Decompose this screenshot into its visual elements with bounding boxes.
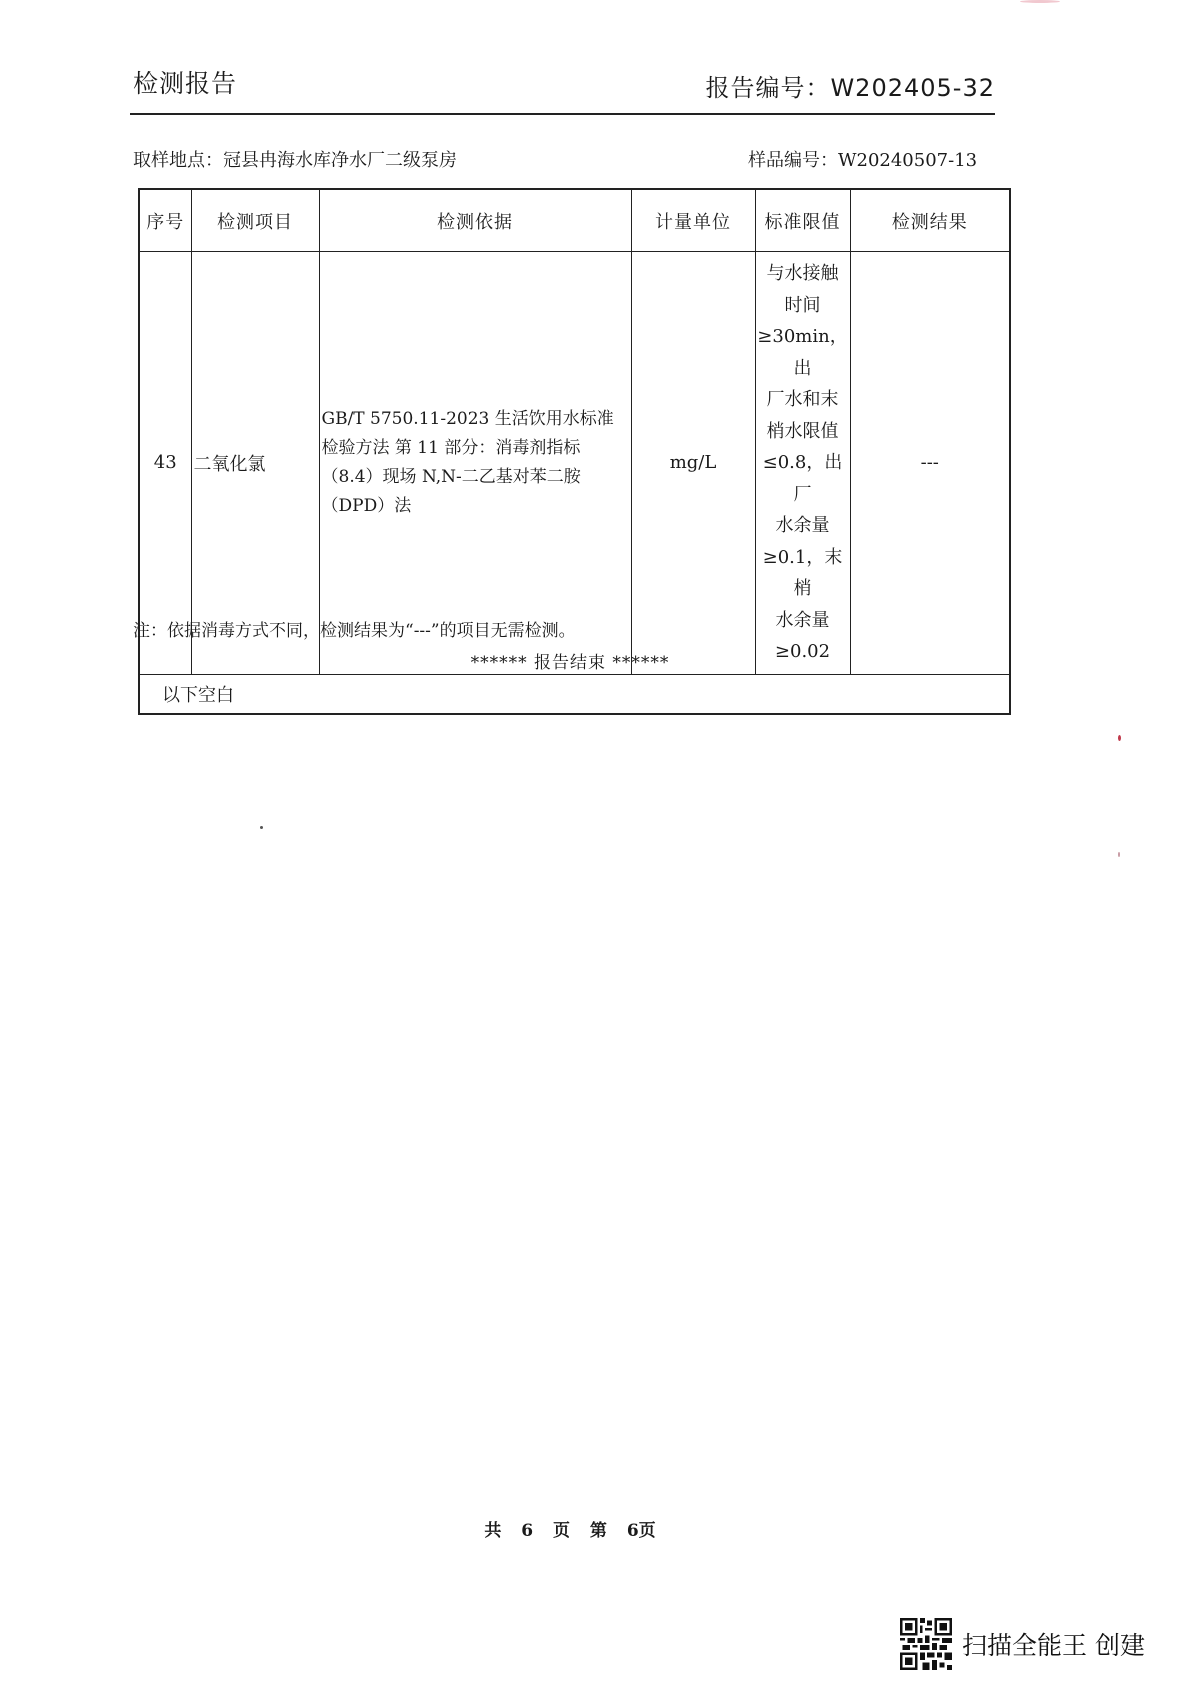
column-header-limit: 标准限值	[755, 189, 850, 252]
report-title: 检测报告	[133, 69, 238, 98]
limit-line: 厂水和末	[766, 389, 839, 410]
column-header-unit: 计量单位	[631, 189, 755, 252]
report-end-mark: ****** 报告结束 ******	[470, 653, 670, 673]
limit-line: ≥30min，出	[757, 326, 848, 379]
column-header-basis: 检测依据	[319, 189, 631, 252]
page-counter: 共 6 页 第 6页	[484, 1521, 656, 1541]
cell-basis: GB/T 5750.11-2023 生活饮用水标准检验方法 第 11 部分：消毒剂指标（8.4）现场 N,N-二乙基对苯二胺（DPD）法	[319, 252, 631, 675]
limit-line: ≤0.8，出厂	[762, 452, 843, 505]
table-row	[139, 252, 1010, 675]
limit-line: 水余量	[775, 609, 830, 631]
blank-note: 以下空白	[139, 674, 1010, 714]
scanner-watermark	[900, 1618, 1145, 1670]
table-header-row	[139, 189, 1010, 252]
qr-code-icon	[900, 1618, 952, 1670]
sampling-location: 取样地点：冠县冉海水库净水厂二级泵房	[133, 150, 457, 171]
report-number: 报告编号：W202405-32	[705, 74, 995, 102]
scan-speck	[1118, 852, 1120, 857]
cell-result: ---	[850, 252, 1010, 675]
column-header-item: 检测项目	[191, 189, 319, 252]
limit-line: 与水接触	[766, 263, 839, 284]
scanner-label: 扫描全能王 创建	[962, 1631, 1145, 1660]
sample-number: 样品编号：W20240507-13	[748, 150, 978, 171]
limit-line: 时间	[784, 294, 821, 316]
column-header-result: 检测结果	[850, 189, 1010, 252]
cell-index: 43	[139, 252, 191, 675]
footnote: 注：依据消毒方式不同，检测结果为“---”的项目无需检测。	[133, 621, 576, 641]
blank-row	[139, 674, 1010, 714]
limit-line: ≥0.02	[774, 641, 831, 662]
column-header-index: 序号	[139, 189, 191, 252]
limit-line: 梢水限值	[766, 420, 839, 442]
limit-line: 水余量	[775, 515, 830, 536]
scan-speck	[260, 826, 263, 829]
header-divider	[130, 113, 995, 115]
limit-line: ≥0.1，末梢	[762, 546, 843, 599]
cell-unit: mg/L	[631, 252, 755, 675]
cell-item: 二氧化氯	[191, 252, 319, 675]
scan-speck	[1020, 0, 1060, 3]
cell-limit	[755, 252, 850, 675]
scan-speck	[1118, 735, 1121, 741]
